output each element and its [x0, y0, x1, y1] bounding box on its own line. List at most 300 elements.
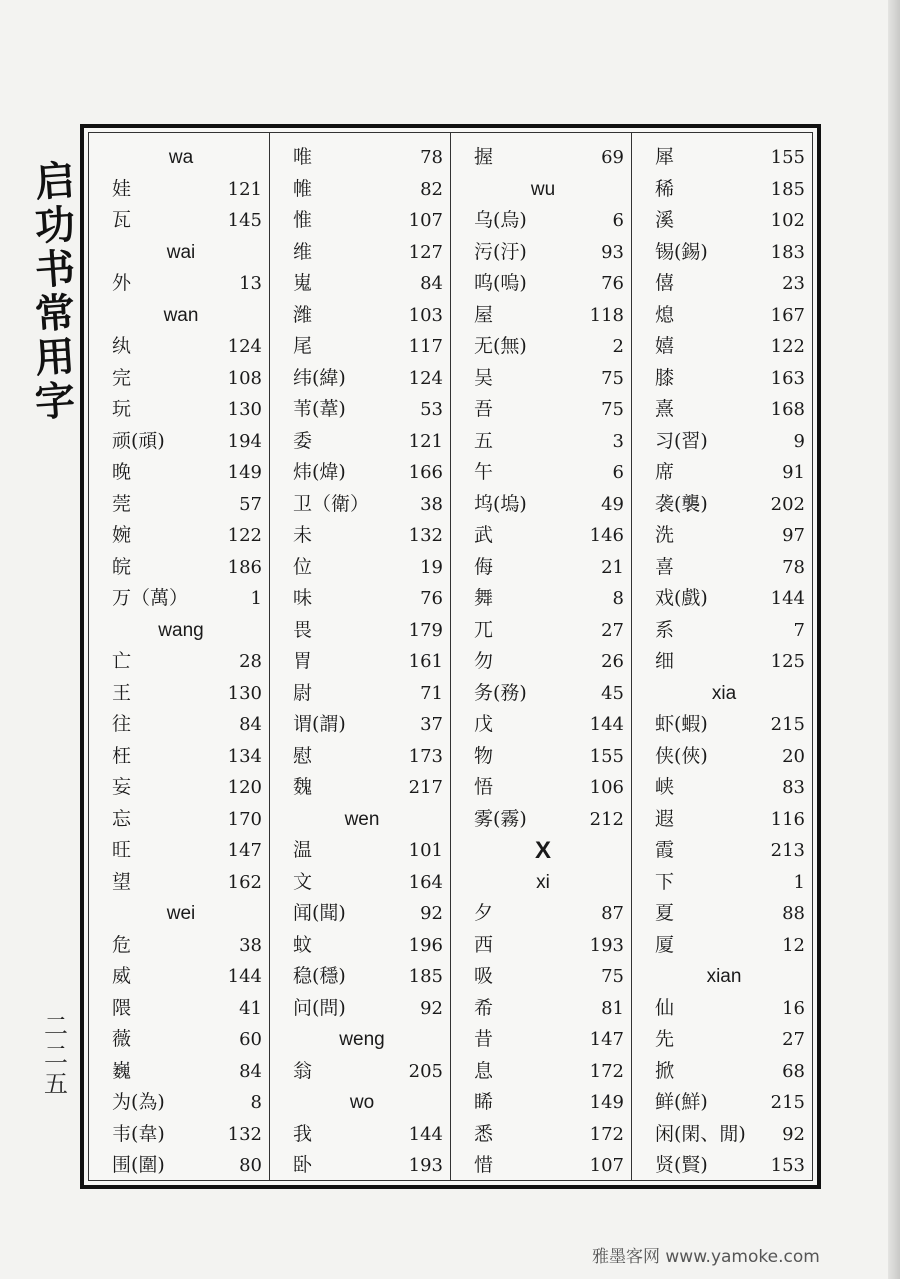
- entry-character: 袭(襲): [655, 492, 708, 515]
- entry-character: 翁: [293, 1059, 313, 1082]
- index-entry: [635, 489, 813, 521]
- index-entry: [92, 394, 270, 426]
- entry-page-number: 202: [770, 493, 805, 515]
- entry-character: 喜: [655, 555, 675, 578]
- index-entry: [635, 583, 813, 615]
- entry-character: 文: [293, 870, 313, 893]
- pinyin-heading: wu: [530, 178, 556, 200]
- index-entry: [454, 741, 632, 773]
- index-entry: [454, 772, 632, 804]
- side-title-char: 启: [33, 156, 77, 207]
- entry-character: 五: [474, 429, 494, 452]
- entry-character: 魏: [293, 776, 313, 798]
- entry-character: 溪: [655, 209, 675, 231]
- index-entry: [273, 1150, 451, 1182]
- entry-character: 僖: [655, 272, 675, 294]
- entry-character: 稀: [655, 177, 675, 200]
- entry-character: 蚊: [293, 933, 313, 956]
- entry-page-number: 45: [601, 682, 624, 704]
- entry-page-number: 122: [770, 336, 805, 357]
- entry-page-number: 134: [227, 745, 262, 767]
- entry-page-number: 2: [612, 336, 624, 357]
- entry-page-number: 8: [612, 588, 624, 609]
- entry-page-number: 87: [601, 903, 624, 924]
- entry-character: 下: [655, 870, 675, 893]
- entry-page-number: 172: [589, 1123, 624, 1145]
- index-entry: [92, 867, 270, 899]
- entry-character: 我: [293, 1122, 313, 1145]
- entry-character: 王: [112, 681, 132, 704]
- index-entry: [635, 867, 813, 899]
- index-entry: [273, 394, 451, 426]
- entry-page-number: 75: [601, 399, 624, 420]
- entry-page-number: 185: [770, 178, 805, 200]
- entry-character: 夏: [655, 902, 675, 924]
- entry-page-number: 82: [420, 178, 443, 200]
- entry-character: 纬(緯): [293, 366, 346, 389]
- entry-character: 慰: [293, 744, 313, 767]
- index-entry: [635, 142, 813, 174]
- entry-page-number: 194: [227, 430, 262, 452]
- index-entry: [635, 930, 813, 962]
- entry-page-number: 69: [601, 147, 624, 168]
- entry-page-number: 1: [250, 588, 262, 609]
- index-entry: [92, 583, 270, 615]
- entry-page-number: 144: [408, 1123, 443, 1145]
- index-entry: [92, 1087, 270, 1119]
- index-entry: [92, 1024, 270, 1056]
- entry-character: 问(問): [293, 996, 346, 1019]
- entry-character: 外: [112, 272, 132, 294]
- entry-page-number: 75: [601, 367, 624, 389]
- entry-character: 韦(韋): [112, 1122, 165, 1145]
- index-entry: [92, 552, 270, 584]
- index-entry: [454, 804, 632, 836]
- index-entry: [454, 237, 632, 269]
- entry-character: 嵬: [293, 272, 313, 294]
- side-title-char: 常: [33, 288, 77, 339]
- index-entry: [635, 300, 813, 332]
- entry-character: 炜(煒): [293, 461, 346, 483]
- entry-character: 尉: [293, 681, 313, 704]
- entry-character: 乌(烏): [474, 209, 527, 231]
- index-entry: [92, 678, 270, 710]
- index-entry: [273, 898, 451, 930]
- entry-character: 亡: [112, 650, 132, 672]
- side-title: [30, 156, 80, 427]
- entry-character: 兀: [474, 618, 494, 641]
- index-entry: [454, 1150, 632, 1182]
- pinyin-heading: wo: [349, 1092, 375, 1113]
- entry-character: 委: [293, 429, 313, 452]
- entry-character: 霞: [655, 839, 675, 861]
- entry-character: 温: [293, 839, 313, 861]
- entry-character: 武: [474, 524, 494, 546]
- index-entry: [92, 1119, 270, 1151]
- index-entry: [635, 394, 813, 426]
- entry-page-number: 53: [420, 399, 443, 420]
- entry-character: 悟: [474, 776, 494, 798]
- entry-page-number: 183: [770, 241, 805, 263]
- entry-page-number: 168: [770, 399, 805, 420]
- index-entry: [273, 205, 451, 237]
- entry-character: 呜(嗚): [474, 272, 527, 294]
- index-entry: [273, 709, 451, 741]
- index-entry: [92, 426, 270, 458]
- entry-character: 旺: [112, 839, 132, 861]
- entry-character: 舞: [474, 587, 494, 609]
- entry-page-number: 145: [227, 210, 262, 231]
- index-entry: [454, 520, 632, 552]
- entry-page-number: 16: [782, 997, 805, 1019]
- entry-page-number: 144: [227, 966, 262, 987]
- index-entry: [92, 1056, 270, 1088]
- entry-page-number: 92: [420, 903, 443, 924]
- entry-page-number: 38: [420, 493, 443, 515]
- entry-character: 维: [293, 240, 313, 263]
- entry-page-number: 132: [408, 525, 443, 546]
- entry-character: 遐: [655, 807, 675, 830]
- index-entry: [635, 835, 813, 867]
- index-entry: [454, 300, 632, 332]
- entry-character: 瓦: [112, 209, 132, 231]
- entry-character: 惟: [293, 209, 313, 231]
- entry-character: 午: [474, 461, 494, 483]
- entry-page-number: 179: [408, 619, 443, 641]
- entry-page-number: 27: [601, 619, 624, 641]
- entry-page-number: 23: [782, 273, 805, 294]
- index-column-3: [454, 142, 632, 1182]
- entry-character: 无(無): [474, 335, 527, 357]
- index-entry: [92, 835, 270, 867]
- entry-character: 细: [655, 650, 675, 672]
- entry-character: 畏: [293, 618, 313, 641]
- index-entry: [273, 930, 451, 962]
- index-entry: [454, 930, 632, 962]
- entry-page-number: 215: [770, 714, 805, 735]
- index-entry: [273, 646, 451, 678]
- index-entry: [635, 1056, 813, 1088]
- entry-character: 戊: [474, 713, 494, 735]
- index-entry: [635, 615, 813, 647]
- entry-page-number: 146: [589, 525, 624, 546]
- entry-character: 潍: [293, 303, 313, 326]
- entry-page-number: 120: [227, 777, 262, 798]
- entry-character: 吸: [474, 965, 494, 987]
- entry-page-number: 97: [782, 525, 805, 546]
- entry-page-number: 193: [408, 1155, 443, 1176]
- entry-page-number: 84: [239, 714, 262, 735]
- entry-page-number: 167: [770, 304, 805, 326]
- entry-character: 纨: [112, 335, 132, 357]
- entry-character: 虾(蝦): [655, 713, 708, 735]
- index-entry: [454, 489, 632, 521]
- entry-page-number: 155: [770, 147, 805, 168]
- entry-page-number: 205: [408, 1060, 443, 1082]
- index-entry: [273, 142, 451, 174]
- entry-character: 勿: [474, 650, 494, 672]
- entry-character: 卧: [293, 1154, 313, 1176]
- entry-character: 侮: [474, 555, 494, 578]
- index-entry: [454, 205, 632, 237]
- entry-page-number: 155: [589, 745, 624, 767]
- entry-page-number: 92: [420, 997, 443, 1019]
- entry-character: 熹: [655, 398, 675, 420]
- entry-character: 妄: [112, 776, 132, 798]
- entry-character: 惜: [474, 1154, 494, 1176]
- entry-page-number: 162: [227, 871, 262, 893]
- entry-character: 玩: [112, 398, 132, 420]
- index-entry: [454, 268, 632, 300]
- index-entry: [273, 520, 451, 552]
- index-entry: [273, 615, 451, 647]
- entry-character: 味: [293, 587, 313, 609]
- entry-page-number: 60: [239, 1029, 262, 1050]
- index-entry: [273, 426, 451, 458]
- entry-character: 仙: [655, 996, 675, 1019]
- entry-page-number: 78: [782, 556, 805, 578]
- pinyin-heading: wei: [166, 903, 196, 924]
- entry-page-number: 121: [227, 178, 262, 200]
- index-entry: [635, 898, 813, 930]
- entry-page-number: 81: [601, 997, 624, 1019]
- entry-character: 晚: [112, 461, 132, 483]
- entry-character: 握: [474, 146, 494, 168]
- entry-page-number: 71: [420, 682, 443, 704]
- entry-character: 犀: [655, 146, 675, 168]
- entry-character: 望: [112, 870, 132, 893]
- pinyin-heading: wen: [344, 808, 380, 830]
- index-entry: [454, 678, 632, 710]
- entry-page-number: 149: [589, 1092, 624, 1113]
- entry-page-number: 41: [239, 997, 262, 1019]
- entry-page-number: 76: [420, 588, 443, 609]
- pinyin-heading: xia: [711, 682, 737, 704]
- index-entry: [92, 772, 270, 804]
- index-entry: [635, 457, 813, 489]
- entry-page-number: 103: [408, 304, 443, 326]
- index-entry: [273, 1056, 451, 1088]
- entry-page-number: 19: [420, 556, 443, 578]
- entry-character: 危: [112, 933, 132, 956]
- index-entry: [635, 709, 813, 741]
- entry-page-number: 76: [601, 273, 624, 294]
- index-entry: [273, 741, 451, 773]
- index-entry: [635, 268, 813, 300]
- entry-page-number: 185: [408, 966, 443, 987]
- entry-page-number: 27: [782, 1029, 805, 1050]
- index-entry: [454, 898, 632, 930]
- index-entry: [273, 237, 451, 269]
- pinyin-heading: xi: [536, 871, 550, 893]
- entry-page-number: 144: [770, 588, 805, 609]
- entry-character: 物: [474, 744, 494, 767]
- entry-character: 贤(賢): [655, 1154, 708, 1176]
- entry-character: 稳(穩): [293, 965, 346, 987]
- index-entry: [635, 426, 813, 458]
- entry-character: 围(圍): [112, 1154, 165, 1176]
- entry-character: 鲜(鮮): [655, 1091, 708, 1113]
- entry-page-number: 163: [770, 367, 805, 389]
- entry-character: 西: [474, 933, 494, 956]
- entry-page-number: 122: [227, 525, 262, 546]
- index-entry: [454, 583, 632, 615]
- index-entry: [454, 993, 632, 1025]
- entry-character: 厦: [655, 933, 675, 956]
- index-entry: [273, 300, 451, 332]
- index-entry: [454, 426, 632, 458]
- index-entry: [92, 961, 270, 993]
- entry-character: 往: [112, 713, 132, 735]
- entry-character: 睎: [474, 1091, 494, 1113]
- index-entry: [454, 709, 632, 741]
- entry-character: 习(習): [655, 429, 708, 452]
- index-entry: [92, 205, 270, 237]
- entry-character: 皖: [112, 555, 132, 578]
- index-entry: [635, 205, 813, 237]
- pinyin-heading: wai: [166, 241, 196, 263]
- entry-character: 尾: [293, 335, 313, 357]
- entry-page-number: 9: [793, 430, 805, 452]
- index-entry: [635, 993, 813, 1025]
- entry-character: 污(汙): [474, 240, 527, 263]
- entry-page-number: 26: [601, 651, 624, 672]
- index-entry: [635, 331, 813, 363]
- entry-page-number: 147: [589, 1029, 624, 1050]
- entry-page-number: 106: [589, 777, 624, 798]
- entry-page-number: 57: [239, 493, 262, 515]
- entry-page-number: 153: [770, 1155, 805, 1176]
- index-entry: [273, 331, 451, 363]
- index-entry: [92, 268, 270, 300]
- entry-page-number: 217: [408, 777, 443, 798]
- pinyin-heading: wa: [168, 147, 194, 168]
- entry-character: 隈: [112, 996, 132, 1019]
- entry-character: 膝: [655, 366, 675, 389]
- entry-page-number: 49: [601, 493, 624, 515]
- entry-page-number: 38: [239, 934, 262, 956]
- entry-character: 帷: [293, 177, 313, 200]
- entry-page-number: 124: [408, 367, 443, 389]
- index-entry: [92, 363, 270, 395]
- entry-page-number: 125: [770, 651, 805, 672]
- entry-page-number: 20: [782, 745, 805, 767]
- entry-page-number: 84: [420, 273, 443, 294]
- entry-page-number: 37: [420, 714, 443, 735]
- entry-page-number: 6: [612, 462, 624, 483]
- entry-character: 谓(謂): [293, 713, 346, 735]
- entry-character: 威: [112, 965, 132, 987]
- index-entry: [273, 678, 451, 710]
- entry-page-number: 7: [793, 619, 805, 641]
- index-column-1: [92, 142, 270, 1182]
- entry-page-number: 21: [601, 556, 624, 578]
- entry-page-number: 117: [408, 336, 443, 357]
- entry-page-number: 108: [227, 367, 262, 389]
- entry-character: 峡: [655, 776, 675, 798]
- index-entry: [92, 646, 270, 678]
- entry-character: 熄: [655, 303, 675, 326]
- entry-character: 薇: [112, 1028, 132, 1050]
- entry-character: 昔: [474, 1028, 494, 1050]
- index-entry: [273, 268, 451, 300]
- index-entry: [273, 867, 451, 899]
- entry-page-number: 102: [770, 210, 805, 231]
- index-column-4: [635, 142, 813, 1182]
- entry-character: 娃: [112, 177, 132, 200]
- entry-character: 席: [655, 461, 675, 483]
- entry-character: 闻(聞): [293, 902, 346, 924]
- index-entry: [635, 741, 813, 773]
- entry-page-number: 132: [227, 1123, 262, 1145]
- entry-character: 完: [112, 366, 132, 389]
- index-entry: [635, 363, 813, 395]
- index-column-2: [273, 142, 451, 1182]
- entry-character: 为(為): [112, 1091, 165, 1113]
- entry-page-number: 75: [601, 966, 624, 987]
- entry-character: 胃: [293, 650, 313, 672]
- entry-character: 嬉: [655, 335, 675, 357]
- index-entry: [635, 520, 813, 552]
- entry-page-number: 213: [770, 840, 805, 861]
- index-entry: [635, 804, 813, 836]
- index-entry: [454, 1119, 632, 1151]
- index-entry: [454, 457, 632, 489]
- entry-character: 未: [293, 524, 313, 546]
- entry-page-number: 6: [612, 210, 624, 231]
- index-entry: [454, 394, 632, 426]
- index-entry: [92, 520, 270, 552]
- index-entry: [92, 457, 270, 489]
- entry-character: 务(務): [474, 681, 527, 704]
- entry-page-number: 68: [782, 1060, 805, 1082]
- entry-page-number: 173: [408, 745, 443, 767]
- entry-page-number: 12: [782, 934, 805, 956]
- entry-page-number: 186: [227, 556, 262, 578]
- index-entry: [273, 363, 451, 395]
- entry-page-number: 107: [589, 1155, 624, 1176]
- entry-character: 希: [474, 996, 494, 1019]
- index-entry: [454, 363, 632, 395]
- entry-page-number: 1: [793, 871, 805, 893]
- entry-page-number: 92: [782, 1123, 805, 1145]
- index-entry: [635, 1119, 813, 1151]
- index-entry: [273, 993, 451, 1025]
- side-title-char: 书: [33, 244, 77, 295]
- entry-character: 忘: [112, 807, 132, 830]
- entry-page-number: 118: [589, 304, 624, 326]
- side-title-char: 字: [33, 376, 77, 427]
- index-entry: [454, 1087, 632, 1119]
- index-entry: [92, 174, 270, 206]
- index-entry: [92, 804, 270, 836]
- side-title-char: 用: [33, 332, 77, 383]
- entry-page-number: 8: [250, 1092, 262, 1113]
- index-entry: [273, 583, 451, 615]
- index-entry: [92, 1150, 270, 1182]
- entry-page-number: 91: [782, 462, 805, 483]
- pinyin-heading: xian: [706, 966, 742, 987]
- entry-character: 莞: [112, 492, 132, 515]
- entry-page-number: 107: [408, 210, 443, 231]
- entry-page-number: 84: [239, 1060, 262, 1082]
- entry-character: 吾: [474, 398, 494, 420]
- entry-page-number: 164: [408, 871, 443, 893]
- page-number-char: 二: [44, 1012, 68, 1040]
- index-entry: [635, 237, 813, 269]
- entry-character: 戏(戲): [655, 587, 708, 609]
- entry-character: 苇(葦): [293, 398, 346, 420]
